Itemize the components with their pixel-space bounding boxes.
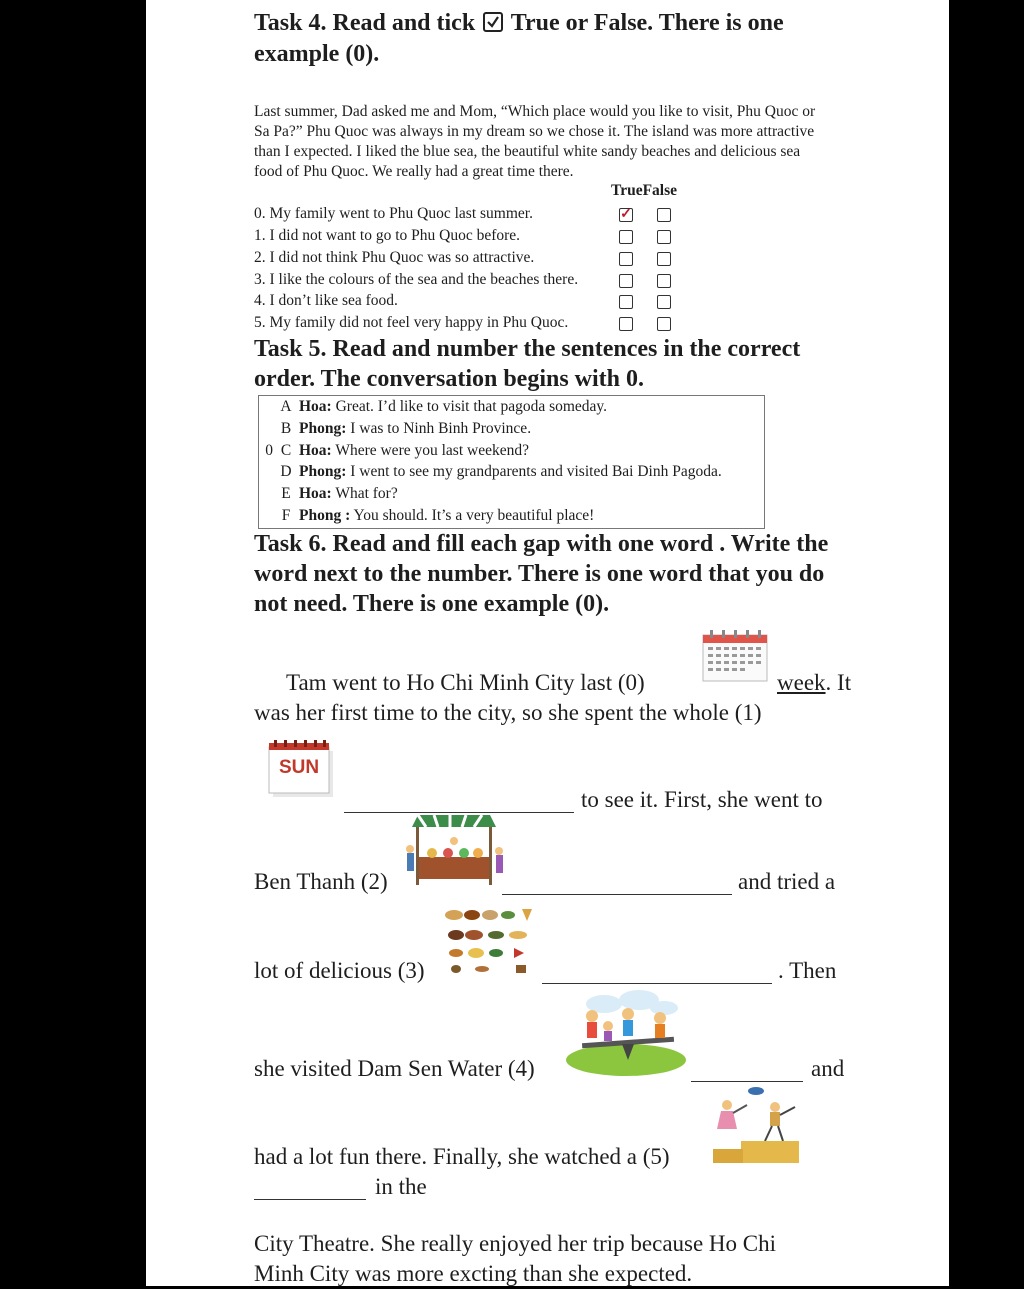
story-line-4a: lot of delicious (3): [254, 958, 425, 983]
conversation-line: [259, 506, 594, 526]
line-text: Great. I’d like to visit that pagoda someday.: [331, 398, 608, 415]
statement-text: 0. My family went to Phu Quoc last summer.: [254, 205, 533, 222]
example-answer: week: [777, 670, 826, 695]
conversation-line: [259, 419, 531, 439]
checkbox-icon: [483, 12, 503, 32]
false-checkbox[interactable]: [657, 230, 671, 244]
food-icon: [442, 903, 542, 975]
statement-text: 5. My family did not feel very happy in Phu Quoc.: [254, 314, 569, 331]
column-true-label: True: [611, 182, 643, 199]
conversation-line: [259, 462, 722, 482]
playground-icon: [564, 988, 689, 1078]
line-letter: E: [281, 485, 291, 503]
line-letter: B: [280, 419, 292, 437]
story-line-2: to see it. First, she went to: [581, 787, 823, 812]
false-checkbox[interactable]: [657, 252, 671, 266]
story-line-6a: had a lot fun there. Finally, she watched a (5): [254, 1144, 670, 1169]
speaker-name: Phong:: [299, 419, 347, 437]
task4-title-line2: example (0).: [254, 41, 380, 67]
true-checkbox[interactable]: [619, 295, 633, 309]
sun-label: SUN: [278, 757, 320, 778]
false-checkbox[interactable]: [657, 295, 671, 309]
statement-text: 3. I like the colours of the sea and the beaches there.: [254, 271, 579, 288]
line-text: I went to see my grandparents and visited Bai Dinh Pagoda.: [346, 463, 722, 481]
passage-line: Last summer, Dad asked me and Mom, “Which place would you like to visit, Phu Quoc or: [254, 103, 816, 120]
task6-title-line3: not need. There is one example (0).: [254, 591, 610, 617]
story-text: . It: [825, 670, 852, 695]
line-letter: A: [280, 398, 292, 415]
false-checkbox[interactable]: [657, 208, 671, 222]
calendar-icon: [702, 627, 768, 682]
story-line-4b: . Then: [778, 958, 837, 983]
speaker-name: Hoa:: [299, 398, 332, 415]
task4-title-part2: True or False. There is one: [510, 10, 784, 36]
speaker-name: Phong :: [299, 507, 351, 524]
passage-line: Sa Pa?” Phu Quoc was always in my dream so we chose it. The island was more attractive: [254, 123, 815, 140]
statement-text: 1. I did not want to go to Phu Quoc before.: [254, 227, 521, 244]
theatre-icon: [711, 1085, 801, 1165]
example-answer-line: [777, 668, 851, 698]
false-checkbox[interactable]: [657, 317, 671, 331]
story-line-0: [286, 668, 645, 698]
story-line-6b: in the: [375, 1174, 427, 1199]
column-false-label: False: [642, 182, 678, 199]
conversation-line: [259, 441, 529, 461]
market-icon: [404, 813, 504, 888]
line-text: Where were you last weekend?: [331, 441, 529, 459]
false-checkbox[interactable]: [657, 274, 671, 288]
story-line-5b: and: [811, 1056, 845, 1081]
task6-title-line1: Task 6. Read and fill each gap with one word . Write the: [254, 531, 829, 557]
story-line-3b: and tried a: [738, 869, 836, 894]
sunday-calendar-icon: [266, 739, 334, 797]
line-letter: F: [281, 507, 291, 524]
story-line-8: Minh City was more excting than she expected.: [254, 1261, 693, 1286]
speaker-name: Phong:: [299, 463, 347, 481]
true-checkbox[interactable]: [619, 274, 633, 288]
task5-title-line1: Task 5. Read and number the sentences in the correct: [254, 336, 801, 362]
line-letter: D: [280, 463, 292, 481]
speaker-name: Hoa:: [299, 441, 332, 459]
answer-blank-2[interactable]: [502, 894, 732, 895]
true-false-header: [611, 181, 677, 201]
true-checkbox[interactable]: [619, 252, 633, 266]
worksheet-page: [146, 0, 949, 1286]
line-text: You should. It’s a very beautiful place!: [350, 507, 595, 524]
line-text: What for?: [331, 485, 398, 503]
task4-title-part1: Task 4. Read and tick: [254, 10, 476, 36]
story-line-3a: Ben Thanh (2): [254, 869, 388, 894]
statement-text: 4. I don’t like sea food.: [254, 292, 398, 309]
task5-title-line2: order. The conversation begins with 0.: [254, 366, 645, 392]
answer-blank-3[interactable]: [542, 983, 772, 984]
true-checkbox[interactable]: [619, 317, 633, 331]
answer-blank-4[interactable]: [691, 1081, 803, 1082]
conversation-line: [259, 397, 607, 417]
passage-line: than I expected. I liked the blue sea, the beautiful white sandy beaches and delicious sea: [254, 143, 801, 160]
story-line-7: City Theatre. She really enjoyed her trip because Ho Chi: [254, 1231, 777, 1256]
conversation-box: [258, 395, 765, 529]
line-letter: C: [280, 441, 292, 459]
conversation-line: [259, 484, 398, 504]
speaker-name: Hoa:: [299, 485, 332, 503]
order-number[interactable]: 0: [265, 441, 273, 459]
answer-blank-5[interactable]: [254, 1199, 366, 1200]
story-line-1: was her first time to the city, so she spent the whole (1): [254, 700, 762, 725]
true-checkbox[interactable]: ✓: [620, 207, 632, 222]
statement-text: 2. I did not think Phu Quoc was so attractive.: [254, 249, 535, 266]
passage-line: food of Phu Quoc. We really had a great time there.: [254, 163, 574, 180]
story-text: Tam went to Ho Chi Minh City last (0): [286, 670, 645, 695]
true-checkbox[interactable]: [619, 230, 633, 244]
line-text: I was to Ninh Binh Province.: [346, 419, 532, 437]
task6-title-line2: word next to the number. There is one word that you do: [254, 561, 825, 587]
task4-title-line1: [254, 8, 784, 38]
story-line-5a: she visited Dam Sen Water (4): [254, 1056, 535, 1081]
